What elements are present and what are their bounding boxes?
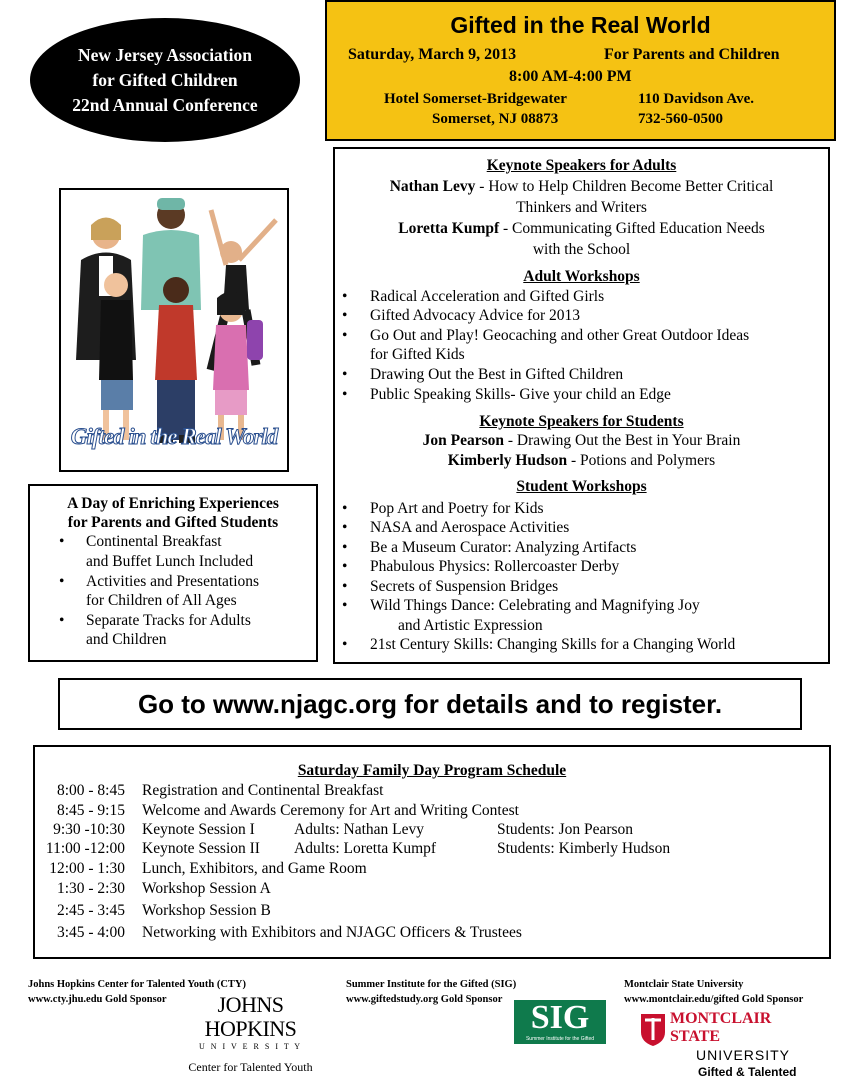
speaker-name: Loretta Kumpf — [398, 220, 500, 237]
montclair-shield-icon — [640, 1012, 666, 1046]
list-item: • Continental Breakfast — [59, 533, 222, 550]
org-line-3: 22nd Annual Conference — [72, 94, 258, 115]
speaker-talk: - Communicating Gifted Education Needs — [499, 220, 765, 237]
student-workshops-heading: Student Workshops — [516, 478, 647, 495]
event-phone: 732-560-0500 — [638, 111, 723, 127]
photo-caption: Gifted in the Real World — [70, 424, 278, 449]
list-item: • Radical Acceleration and Gifted Girls — [342, 288, 605, 305]
schedule-row: 2:45 - 3:45 Workshop Session B — [56, 902, 271, 919]
list-item-cont: and Buffet Lunch Included — [86, 553, 254, 570]
event-info-box — [325, 0, 836, 141]
event-time: 8:00 AM-4:00 PM — [509, 68, 632, 85]
list-item: • Be a Museum Curator: Analyzing Artifacts — [342, 539, 637, 556]
sponsor-msu-name: Montclair State University — [624, 979, 744, 990]
conference-oval — [30, 18, 300, 142]
keynote-adult-1-cont: Thinkers and Writers — [516, 199, 647, 216]
list-item-cont: for Gifted Kids — [370, 346, 465, 363]
sponsor-msu-site: www.montclair.edu/gifted Gold Sponsor — [624, 994, 804, 1005]
keynote-adult-2 — [335, 220, 828, 238]
adult-workshops-heading: Adult Workshops — [523, 268, 640, 285]
speaker-talk: - Potions and Polymers — [567, 452, 716, 469]
schedule-row: 3:45 - 4:00 Networking with Exhibitors and NJAGC Officers & Trustees — [56, 924, 522, 941]
sponsor-sig-name: Summer Institute for the Gifted (SIG) — [346, 979, 517, 990]
register-text: Go to www.njagc.org for details and to register. — [137, 688, 723, 719]
sponsor-sig-site: www.giftedstudy.org Gold Sponsor — [346, 994, 503, 1005]
keynote-students-heading: Keynote Speakers for Students — [479, 413, 684, 430]
event-title: Gifted in the Real World — [450, 12, 711, 38]
montclair-logo: MONTCLAIR STATE UNIVERSITY Gifted & Talented — [670, 1010, 797, 1079]
list-item: • Gifted Advocacy Advice for 2013 — [342, 307, 581, 324]
sponsor-jhu-site: www.cty.jhu.edu Gold Sponsor — [28, 994, 167, 1005]
list-item: • Public Speaking Skills- Give your child an Edge — [342, 386, 671, 403]
keynote-student-1 — [335, 432, 828, 450]
list-item: • Phabulous Physics: Rollercoaster Derby — [342, 558, 620, 575]
list-item: • Go Out and Play! Geocaching and other Great Outdoor Ideas — [342, 327, 750, 344]
org-line-1: New Jersey Association — [77, 44, 252, 65]
speaker-talk: - How to Help Children Become Better Critical — [475, 178, 774, 195]
speaker-name: Jon Pearson — [422, 432, 504, 449]
event-date: Saturday, March 9, 2013 — [348, 46, 517, 63]
keynote-student-2 — [335, 452, 828, 470]
conference-photo — [59, 188, 289, 472]
list-item: • Wild Things Dance: Celebrating and Magnifying Joy — [342, 597, 700, 614]
org-line-2: for Gifted Children — [92, 69, 238, 90]
sig-logo: SIG Summer Institute for the Gifted — [514, 1000, 606, 1044]
list-item: • Pop Art and Poetry for Kids — [342, 500, 544, 517]
day-experiences-box — [28, 484, 318, 662]
list-item-cont: and Artistic Expression — [398, 617, 543, 634]
day-heading-1: A Day of Enriching Experiences — [67, 495, 279, 512]
speaker-name: Kimberly Hudson — [447, 452, 568, 469]
speaker-name: Nathan Levy — [389, 178, 476, 195]
speakers-workshops-box — [333, 147, 830, 664]
list-item: • Drawing Out the Best in Gifted Children — [342, 366, 624, 383]
event-address: 110 Davidson Ave. — [638, 91, 754, 107]
keynote-adults-heading: Keynote Speakers for Adults — [486, 157, 677, 174]
schedule-row: 8:00 - 8:45 Registration and Continental Breakfast — [56, 782, 384, 799]
list-item: • 21st Century Skills: Changing Skills for a Changing World — [342, 636, 736, 653]
register-banner — [58, 678, 802, 730]
list-item-cont: and Children — [86, 631, 167, 648]
speaker-talk: - Drawing Out the Best in Your Brain — [504, 432, 741, 449]
program-schedule — [33, 745, 831, 959]
schedule-row: 8:45 - 9:15 Welcome and Awards Ceremony for Art and Writing Contest — [56, 802, 519, 819]
list-item-cont: for Children of All Ages — [86, 592, 237, 609]
day-heading-2: for Parents and Gifted Students — [67, 514, 279, 531]
schedule-row: 9:30 -10:30 Keynote Session I Adults: Nathan Levy Students: Jon Pearson — [53, 821, 634, 838]
keynote-adult-2-cont: with the School — [532, 241, 631, 258]
jhu-logo: JOHNS HOPKINS U N I V E R S I T Y Center for Talented Youth — [188, 992, 313, 1074]
schedule-row: 11:00 -12:00 Keynote Session II Adults: Loretta Kumpf Students: Kimberly Hudson — [45, 840, 671, 857]
list-item: • NASA and Aerospace Activities — [342, 519, 570, 536]
sponsor-jhu-name: Johns Hopkins Center for Talented Youth (CTY) — [28, 979, 247, 990]
schedule-row: 1:30 - 2:30 Workshop Session A — [56, 880, 271, 897]
list-item: • Secrets of Suspension Bridges — [342, 578, 559, 595]
schedule-heading: Saturday Family Day Program Schedule — [297, 762, 567, 779]
list-item: • Activities and Presentations — [59, 573, 260, 590]
schedule-row: 12:00 - 1:30 Lunch, Exhibitors, and Game Room — [49, 860, 367, 877]
list-item: • Separate Tracks for Adults — [59, 612, 251, 629]
keynote-adult-1 — [335, 178, 828, 196]
event-venue: Hotel Somerset-Bridgewater — [384, 91, 567, 107]
event-audience: For Parents and Children — [604, 46, 780, 63]
event-city: Somerset, NJ 08873 — [432, 111, 559, 127]
